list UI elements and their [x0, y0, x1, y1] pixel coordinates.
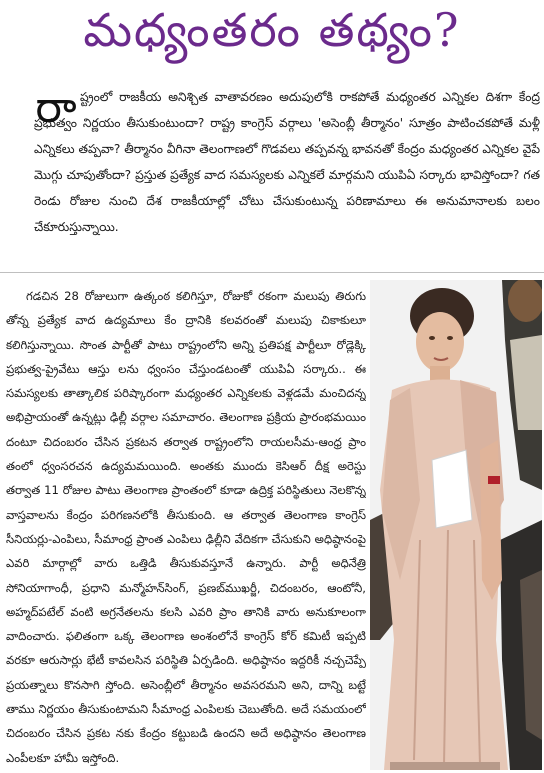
article-body-column: [6, 284, 366, 770]
section-divider: [0, 272, 544, 273]
drop-cap: రా: [35, 82, 77, 133]
photograph-icon: [370, 280, 542, 770]
headline: మధ్యంతరం తథ్యం?: [83, 3, 461, 57]
lead-text: ష్ట్రంలో రాజకీయ అనిశ్చిత వాతావరణం అదుపులోకి రాకపోతే మధ్యంతర ఎన్నికల దిశగా కేంద్ర ప్రభుత్వం నిర్ణయం తీసుకుంటుందా? రాష్ట్ర కాంగ్రెస్ వర్గాలు 'అసెంబ్లీ తీర్మానం' సూత్రం పాటించకపోతే మళ్లీ ఎన్నికలు తప్పవా? తీర్మానం వీగినా తెలంగాణలో గొడవలు తప్పవన్న భావనతో కేంద్రం మధ్యంతర ఎన్నికల వైపే మొగ్గు చూపుతోందా? ప్రస్తుత ప్రత్యేక వాద సమస్యలకు ఎన్నికలే మార్గమని యుపిఏ సర్కారు భావిస్తోందా? గత రెండు రోజుల నుంచి దేశ రాజకీయాల్లో చోటు చేసుకుంటున్న పరిణామాలు ఈ అనుమానాలకు బలం చేకూరుస్తున్నాయి.: [34, 90, 540, 234]
news-photo: [370, 280, 542, 770]
lead-paragraph: [34, 84, 540, 270]
article-body-text: గడచిన 28 రోజులుగా ఉత్కంఠ కలిగిస్తూ, రోజుకో రకంగా మలుపు తిరుగు తోన్న ప్రత్యేక వాద ఉద్యమాలు కేం ద్రానికి కలవరంతో మలుపు చికాకులూ కలిగిస్తున్నాయి. సొంత పార్టీతో పాటు రాష్ట్రంలోని అన్ని ప్రతిపక్ష పార్టీలూ రోడ్లెక్కి ప్రభుత్వ-ప్రైవేటు ఆస్తు లను ధ్వంసం చేస్తుండటంతో యుపిఏ సర్కారు.. ఈ సమస్యలకు తాత్కాలిక పరిష్కారంగా మధ్యంతర ఎన్నికలకు వెళ్లడమే మంచిదన్న అభిప్రాయంతో ఉన్నట్లు ఢిల్లీ వర్గాల సమాచారం. తెలంగాణ ప్రక్రియ ప్రారంభమయిం దంటూ చిదంబరం చేసిన ప్రకటన తర్వాత రాష్ట్రంలోని రాయలసీమ-ఆంధ్ర ప్రాం తంలో ధ్వంసరచన ఉద్యమమయింది. అంతకు ముందు కెసిఆర్ దీక్ష అరెస్టు తర్వాత 11 రోజుల పాటు తెలంగాణ ప్రాంతంలో కూడా ఉద్రిక్త పరిస్థితులు నెలకొన్న వాస్తవాలను కేంద్రం పరిగణనలోకి తీసుకుంది. ఆ తర్వాత తెలంగాణ కాంగ్రెస్ సీనియర్లు-ఎంపిలు, సీమాంధ్ర ప్రాంత ఎంపిలు ఢిల్లీని వేదికగా చేసుకుని అధిష్ఠానంపై ఎవరి మార్గాల్లో వారు ఒత్తిడి తీసుకువస్తూనే ఉన్నారు. పార్టీ అధినేత్రి సోనియాగాంధీ, ప్రధాని మన్మోహన్‌సింగ్, ప్రణబ్‌ముఖర్జీ, చిదంబరం, ఆంటోనీ, అహ్మద్‌పటేల్ వంటి అగ్రనేతలను కలసి ఎవరి ప్రాం తానికి వారు అనుకూలంగా వాదించారు. ఫలితంగా ఒక్క తెలంగాణ అంశంలోనే కాంగ్రెస్ కోర్ కమిటీ ఇప్పటి వరకూ ఆరుసార్లు భేటీ కావలసిన పరిస్థితి ఏర్పడింది. అధిష్ఠానం ఇద్దరికీ నచ్చచెప్పే ప్రయత్నాలు కొనసాగి స్తోంది. అసెంబ్లీలో తీర్మానం అవసరమని అని, దాన్ని బట్టే తాము నిర్ణయం తీసుకుంటామని సీమాంధ్ర ఎంపిలకు చెబుతోంది. అదే సమయంలో చిదంబరం చేసిన ప్రకట నకు కేంద్రం కట్టుబడి ఉందని అదే అధిష్ఠానం తెలంగాణ ఎంపీలకూ హామీ ఇస్తోంది.: [6, 289, 366, 765]
